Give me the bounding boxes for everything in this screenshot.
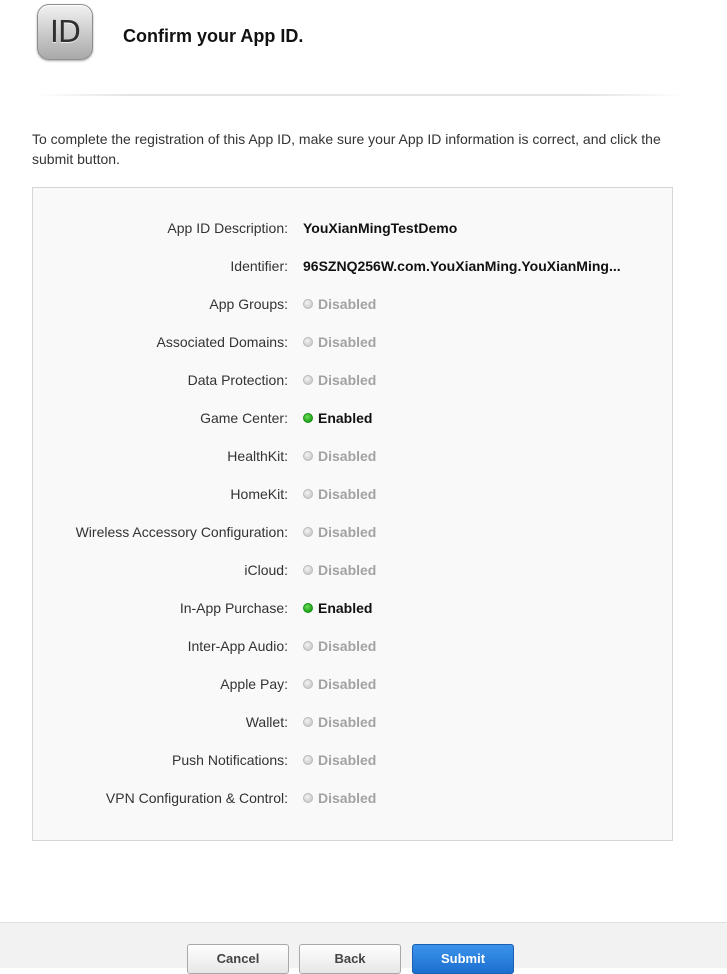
- status-disabled-dot-icon: [303, 527, 313, 537]
- service-status: [303, 703, 376, 741]
- service-status-text: Enabled: [318, 600, 373, 616]
- service-row: [33, 285, 672, 323]
- service-row: [33, 779, 672, 817]
- service-label: Apple Pay:: [220, 676, 288, 692]
- service-status: [303, 399, 372, 437]
- app-id-icon-text: ID: [50, 14, 80, 50]
- service-row: [33, 513, 672, 551]
- service-status-text: Disabled: [318, 638, 377, 654]
- status-disabled-dot-icon: [303, 451, 313, 461]
- intro-text: To complete the registration of this App ID, make sure your App ID information is correct, and click the submit button.: [32, 131, 661, 167]
- service-row: [33, 741, 672, 779]
- service-status: [303, 437, 376, 475]
- service-label: iCloud:: [244, 562, 288, 578]
- service-label: Push Notifications:: [172, 752, 288, 768]
- service-status-text: Disabled: [318, 524, 377, 540]
- description-value: YouXianMingTestDemo: [303, 220, 458, 236]
- service-label: HealthKit:: [227, 448, 288, 464]
- status-disabled-dot-icon: [303, 489, 313, 499]
- app-id-icon: [37, 4, 93, 60]
- service-status-text: Disabled: [318, 790, 377, 806]
- service-status: [303, 627, 376, 665]
- service-status: [303, 551, 376, 589]
- service-status-text: Disabled: [318, 562, 377, 578]
- service-status-text: Disabled: [318, 296, 377, 312]
- status-disabled-dot-icon: [303, 375, 313, 385]
- service-status: [303, 475, 376, 513]
- back-button[interactable]: Back: [299, 944, 401, 974]
- service-row: [33, 551, 672, 589]
- service-status-text: Disabled: [318, 676, 377, 692]
- service-row: [33, 437, 672, 475]
- service-status: [303, 323, 376, 361]
- identifier-label: Identifier:: [230, 258, 288, 274]
- status-enabled-dot-icon: [303, 603, 313, 613]
- page-title: Confirm your App ID.: [123, 26, 304, 46]
- service-label: Inter-App Audio:: [187, 638, 288, 654]
- service-row: [33, 627, 672, 665]
- service-label: Wallet:: [245, 714, 288, 730]
- service-label: Game Center:: [200, 410, 288, 426]
- footer-bar: [0, 922, 727, 968]
- service-row: [33, 399, 672, 437]
- service-status-text: Disabled: [318, 448, 377, 464]
- service-row: [33, 361, 672, 399]
- service-row: [33, 665, 672, 703]
- service-label: In-App Purchase:: [179, 600, 288, 616]
- service-status: [303, 285, 376, 323]
- service-row: [33, 703, 672, 741]
- service-status-text: Disabled: [318, 486, 377, 502]
- status-disabled-dot-icon: [303, 717, 313, 727]
- cancel-button[interactable]: Cancel: [187, 944, 289, 974]
- status-disabled-dot-icon: [303, 337, 313, 347]
- service-status: [303, 361, 376, 399]
- service-row: [33, 589, 672, 627]
- service-label: HomeKit:: [230, 486, 288, 502]
- status-disabled-dot-icon: [303, 793, 313, 803]
- service-status-text: Disabled: [318, 372, 377, 388]
- service-status: [303, 665, 376, 703]
- status-enabled-dot-icon: [303, 413, 313, 423]
- service-status-text: Enabled: [318, 410, 373, 426]
- service-status: [303, 589, 372, 627]
- status-disabled-dot-icon: [303, 565, 313, 575]
- status-disabled-dot-icon: [303, 641, 313, 651]
- service-label: Wireless Accessory Configuration:: [75, 524, 288, 540]
- service-row: [33, 323, 672, 361]
- identifier-value: 96SZNQ256W.com.YouXianMing.YouXianMing...: [303, 258, 621, 274]
- service-status-text: Disabled: [318, 752, 377, 768]
- service-status: [303, 741, 376, 779]
- service-row: [33, 475, 672, 513]
- header-divider: [32, 94, 687, 96]
- detail-row-identifier: [33, 247, 672, 285]
- status-disabled-dot-icon: [303, 755, 313, 765]
- status-disabled-dot-icon: [303, 299, 313, 309]
- status-disabled-dot-icon: [303, 679, 313, 689]
- service-label: Associated Domains:: [156, 334, 288, 350]
- service-label: Data Protection:: [187, 372, 288, 388]
- service-status-text: Disabled: [318, 714, 377, 730]
- service-status: [303, 513, 376, 551]
- description-label: App ID Description:: [167, 220, 288, 236]
- service-status-text: Disabled: [318, 334, 377, 350]
- service-label: App Groups:: [209, 296, 288, 312]
- submit-button[interactable]: Submit: [412, 944, 514, 974]
- app-id-details-panel: [32, 187, 673, 841]
- detail-row-description: [33, 209, 672, 247]
- service-status: [303, 779, 376, 817]
- service-label: VPN Configuration & Control:: [105, 790, 288, 806]
